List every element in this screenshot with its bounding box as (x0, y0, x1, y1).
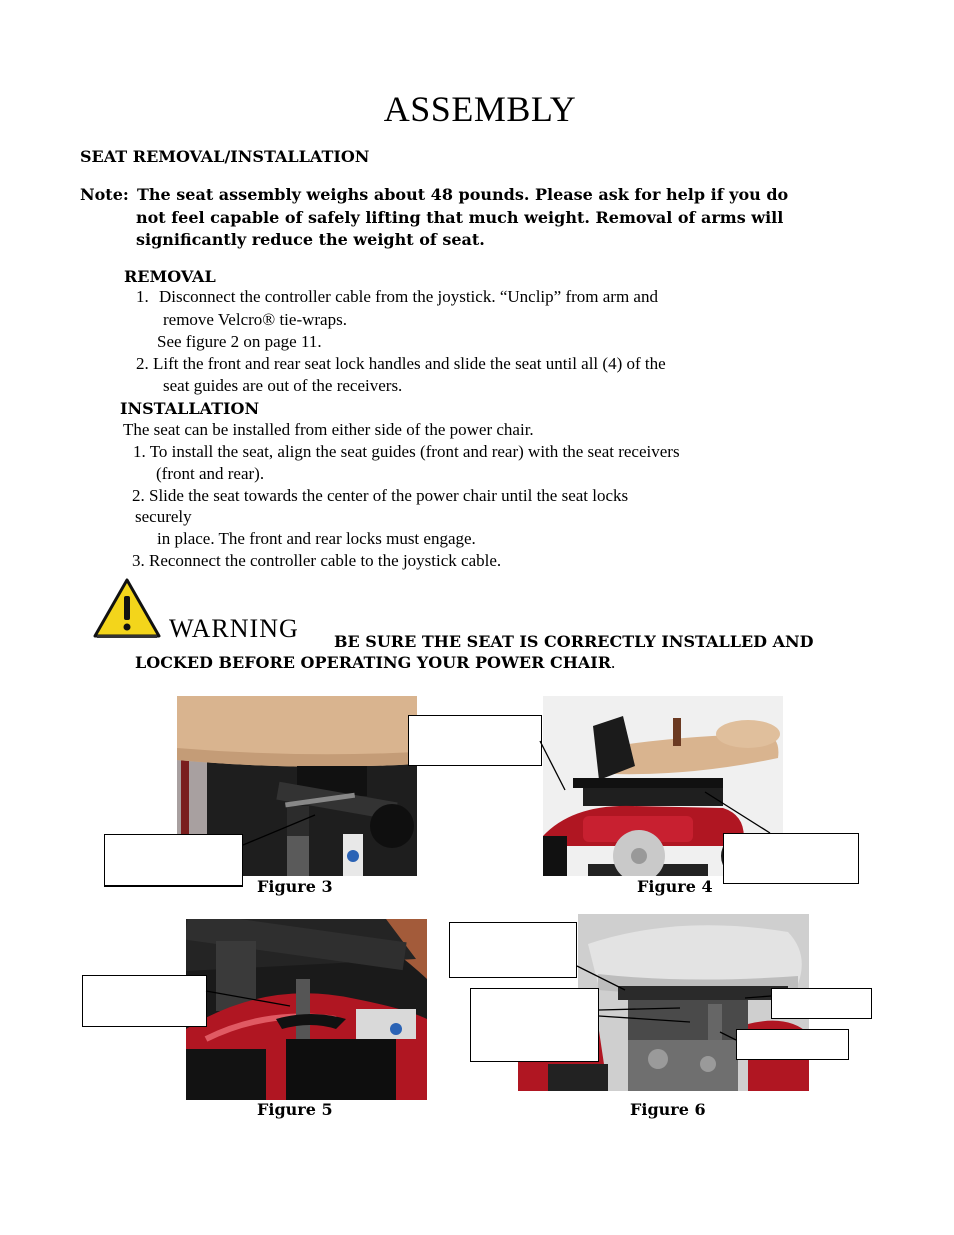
installation-intro: The seat can be installed from either side of the power chair. (123, 420, 534, 439)
installation-step2-line1: 2. Slide the seat towards the center of the power chair until the seat locks (132, 486, 629, 505)
warning-line-1: BE SURE THE SEAT IS CORRECTLY INSTALLED AND (334, 632, 814, 651)
figure-6-callout-middle-left (470, 988, 599, 1062)
figure-5-caption: Figure 5 (257, 1100, 333, 1119)
warning-line-2: LOCKED BEFORE OPERATING YOUR POWER CHAIR (135, 653, 612, 672)
removal-step1-line3: See figure 2 on page 11. (157, 332, 322, 351)
figure-6-callout-right-top (771, 988, 872, 1019)
removal-step1-number: 1. (136, 287, 149, 306)
warning-line-2-period: . (611, 653, 616, 672)
installation-step3: 3. Reconnect the controller cable to the joystick cable. (132, 551, 502, 570)
installation-step1-line1: 1. To install the seat, align the seat guides (front and rear) with the seat receivers (133, 442, 680, 461)
note-label: Note: (80, 185, 129, 204)
seat-receiver-photo (186, 919, 427, 1100)
figure-4-callout-right (723, 833, 859, 884)
warning-badge (93, 576, 309, 642)
note-line-1: The seat assembly weighs about 48 pounds. Please ask for help if you do (137, 185, 789, 204)
figure-4-callout-top (408, 715, 542, 766)
installation-step2-line3: in place. The front and rear locks must engage. (157, 529, 476, 548)
warning-word: WARNING (169, 614, 299, 643)
removal-step1-line2: remove Velcro® tie-wraps. (163, 310, 347, 329)
figure-3-caption: Figure 3 (257, 877, 333, 896)
figure-3-callout (104, 834, 243, 887)
figure-6-callout-right-bottom (736, 1029, 849, 1060)
figure-5-photo (186, 919, 427, 1100)
installation-step2-line2: securely (135, 507, 192, 526)
figure-4-caption: Figure 4 (637, 877, 713, 896)
section-heading: SEAT REMOVAL/INSTALLATION (80, 147, 370, 166)
figure-6-callout-top-left (449, 922, 577, 978)
removal-step2-line2: seat guides are out of the receivers. (163, 376, 403, 395)
note-line-2: not feel capable of safely lifting that much weight. Removal of arms will (136, 208, 784, 227)
removal-heading: REMOVAL (124, 267, 216, 286)
removal-step1-line1: Disconnect the controller cable from the joystick. “Unclip” from arm and (159, 287, 658, 306)
figure-6-caption: Figure 6 (630, 1100, 706, 1119)
removal-step2-line1: 2. Lift the front and rear seat lock handles and slide the seat until all (4) of the (136, 354, 666, 373)
installation-heading: INSTALLATION (120, 399, 260, 418)
figure-5-callout (82, 975, 207, 1027)
note-line-3: significantly reduce the weight of seat. (136, 230, 485, 249)
page-title: ASSEMBLY (383, 89, 577, 129)
installation-step1-line2: (front and rear). (156, 464, 265, 483)
